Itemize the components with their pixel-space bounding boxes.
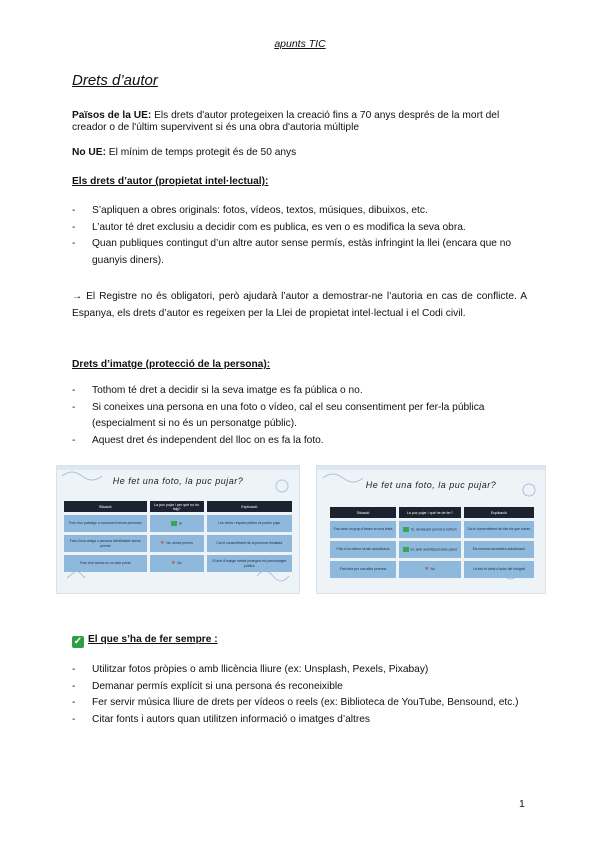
paragraph-non-eu — [72, 147, 527, 159]
table-header: La puc pujar / per què no ho faig? — [150, 501, 204, 512]
table-cell: ✕ No — [399, 561, 461, 578]
registry-note: → El Registre no és obligatori, però ajudarà l’autor a demostrar-ne l’autoria en cas de conflicte. A Espanya, els drets d’autor es regeixen per la Llei de propietat intel·lectual i el Codi civil. — [72, 291, 527, 319]
paragraph-eu-label: Països de la UE: — [72, 110, 152, 121]
cross-icon: ✕ — [160, 540, 165, 546]
paragraph-non-eu-label: No UE: — [72, 147, 106, 158]
paragraph-eu-text: Els drets d'autor protegeixen la creació fins a 70 anys després de la mort del creador o de l'últim supervivent si és una obra d'autoria múltiple — [72, 110, 500, 133]
list-item: - Tothom té dret a decidir si la seva imatge es fa pública o no. — [72, 383, 532, 400]
list-item: - Fer servir música lliure de drets per vídeos o reels (ex: Biblioteca de YouTube, Bensound, etc.) — [72, 695, 532, 712]
table-cell: Sí — [150, 515, 204, 532]
table-cell: Foto feta per una altra persona — [330, 561, 396, 578]
table-cell: Els menors necessiten autorització — [464, 541, 534, 558]
document-title: Drets d’autor — [72, 72, 158, 89]
table-cell: El dret d’imatge també protegeix els personatges públics — [207, 555, 292, 572]
cross-icon: ✕ — [424, 566, 429, 572]
table-header: Explicació — [464, 507, 534, 518]
page-number: 1 — [519, 798, 525, 810]
check-icon — [403, 527, 409, 532]
table-cell: Sí, amb autorització dels pares — [399, 541, 461, 558]
slide-title: He fet una foto, la puc pujar? — [365, 480, 497, 490]
table-header: Situació — [64, 501, 147, 512]
table-row — [64, 535, 292, 552]
list-item: - Quan publiques contingut d’un altre autor sense permís, estàs infringint la llei (encara que no guanyis diners). — [72, 236, 532, 269]
table-cell: Cal el consentiment de la persona retratada — [207, 535, 292, 552]
slide-title: He fet una foto, la puc pujar? — [112, 476, 244, 486]
slide-image-2 — [316, 465, 546, 594]
copyright-list — [72, 203, 532, 269]
table-header: La puc pujar / què he de fer? — [399, 507, 461, 518]
table-cell: La foto té drets d’autor del fotògraf — [464, 561, 534, 578]
table-cell: Foto d’un famós en un acte privat — [64, 555, 147, 572]
table-cell: Foto d’un paisatge o monument sense persones — [64, 515, 147, 532]
paragraph-eu — [72, 110, 527, 134]
section-heading-copyright: Els drets d’autor (propietat intel·lectual): — [72, 176, 269, 187]
table-row — [64, 515, 292, 532]
table-header: Explicació — [207, 501, 292, 512]
table-cell: Cal el consentiment de tots els que surten — [464, 521, 534, 538]
list-item: - S’apliquen a obres originals: fotos, vídeos, textos, músiques, dibuixos, etc. — [72, 203, 532, 220]
check-icon — [403, 547, 409, 552]
cross-icon: ✕ — [171, 560, 176, 566]
table-cell: Sí, demanant permís a tothom — [399, 521, 461, 538]
list-item: - Utilitzar fotos pròpies o amb llicència lliure (ex: Unsplash, Pexels, Pixabay) — [72, 662, 532, 679]
table-row — [64, 555, 292, 572]
list-item: - Citar fonts i autors quan utilitzen informació o imatges d’altres — [72, 712, 532, 729]
section-heading-image-rights: Drets d’imatge (protecció de la persona): — [72, 359, 271, 370]
table-cell: Foto d’un menor sense autorització — [330, 541, 396, 558]
table-cell: Les obres i espais públics es poden pujar — [207, 515, 292, 532]
table-row — [330, 541, 534, 558]
table-cell: ✕ No, sense permís — [150, 535, 204, 552]
paragraph-non-eu-text: El mínim de temps protegit és de 50 anys — [105, 147, 297, 158]
list-item: - Aquest dret és independent del lloc on es fa la foto. — [72, 433, 532, 450]
slide-table — [327, 504, 537, 581]
slide-table — [61, 498, 295, 575]
check-mark-icon: ✓ — [73, 636, 83, 647]
table-cell: Foto amb un grup d’amics en una festa — [330, 521, 396, 538]
table-header: Situació — [330, 507, 396, 518]
table-cell: ✕ No — [150, 555, 204, 572]
image-rights-list — [72, 383, 532, 449]
slide-image-1 — [56, 465, 300, 594]
always-do-list — [72, 662, 532, 728]
section-heading-always — [72, 634, 218, 648]
check-icon — [171, 521, 177, 526]
section-heading-always-text: El que s’ha de fer sempre : — [88, 634, 218, 645]
table-row — [330, 561, 534, 578]
list-item: - L’autor té dret exclusiu a decidir com es publica, es ven o es modifica la seva obra. — [72, 220, 532, 237]
page-header: apunts TIC — [274, 38, 326, 50]
list-item: - Demanar permís explícit si una persona és reconeixible — [72, 679, 532, 696]
table-cell: Foto d’una amiga o persona identificable sense permís — [64, 535, 147, 552]
table-row — [330, 521, 534, 538]
list-item: - Si coneixes una persona en una foto o vídeo, cal el seu consentiment per fer-la pública (especialment si no és un personatge públic). — [72, 400, 532, 433]
